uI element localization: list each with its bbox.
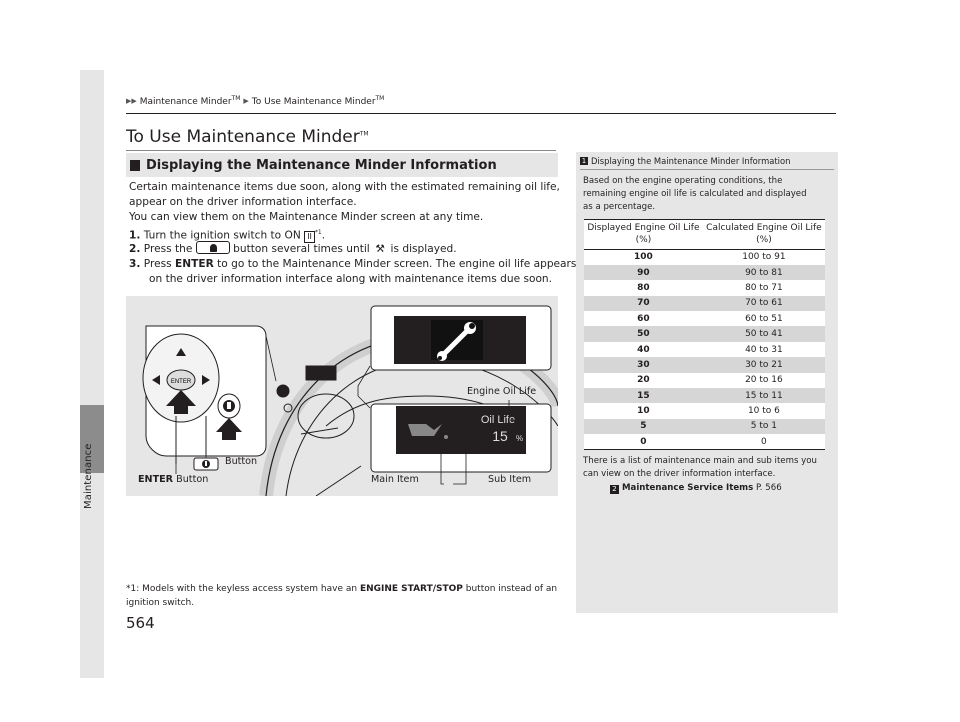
step-3-continued: on the driver information interface along with maintenance items due soon. (149, 273, 553, 285)
sidebar-note-text: can view on the driver information interface. (583, 469, 776, 479)
chevron-right-icon: ▶▶ (126, 97, 137, 105)
enter-key-text: ENTER (170, 379, 192, 385)
calculated-oil-life-cell: 80 to 71 (703, 280, 825, 295)
calculated-oil-life-cell: 5 to 1 (703, 419, 825, 434)
displayed-oil-life-cell: 20 (584, 373, 703, 388)
calculated-oil-life-cell: 70 to 61 (703, 296, 825, 311)
displayed-oil-life-cell: 15 (584, 388, 703, 403)
breadcrumb (126, 95, 384, 107)
sidebar-note-heading: 1 Displaying the Maintenance Minder Information (581, 156, 791, 166)
table-row (584, 388, 825, 403)
displayed-oil-life-cell: 5 (584, 419, 703, 434)
sidebar-strip (80, 70, 104, 678)
wrench-icon: ⚒ (375, 243, 385, 255)
displayed-oil-life-cell: 90 (584, 265, 703, 280)
calculated-oil-life-cell: 15 to 11 (703, 388, 825, 403)
body-line: appear on the driver information interface. (129, 196, 357, 208)
displayed-oil-life-cell: 30 (584, 357, 703, 372)
header-rule (126, 113, 836, 114)
calculated-oil-life-cell: 0 (703, 434, 825, 449)
table-row (584, 326, 825, 341)
step-3: 3. Press ENTER to go to the Maintenance Minder screen. The engine oil life appears (129, 258, 577, 270)
displayed-oil-life-cell: 0 (584, 434, 703, 449)
note-number-icon: 1 (581, 157, 587, 165)
section-label: Maintenance (83, 443, 94, 509)
table-row (584, 250, 825, 265)
maintenance-codes: A 1 2 3 4 5 (461, 445, 500, 454)
oil-life-table (584, 219, 825, 450)
table-row (584, 311, 825, 326)
chevron-right-icon: ▶ (243, 97, 249, 105)
displayed-oil-life-cell: 80 (584, 280, 703, 295)
table-header-displayed: Displayed Engine Oil Life (%) (584, 220, 703, 250)
info-button-label: Button (225, 456, 258, 467)
main-item-label: Main Item (371, 474, 419, 485)
calculated-oil-life-cell: 20 to 16 (703, 373, 825, 388)
table-row (584, 280, 825, 295)
page-title: To Use Maintenance Minder™ (126, 127, 369, 147)
breadcrumb-item-to-use[interactable]: To Use Maintenance Minder™ (251, 95, 385, 107)
breadcrumb-item-maintenance-minder[interactable]: Maintenance Minder™ (139, 95, 241, 107)
control-pad-zoom (143, 326, 266, 464)
sidebar-note-text: remaining engine oil life is calculated and displayed (583, 189, 807, 199)
table-row (584, 434, 825, 449)
sidebar-note-text: Based on the engine operating conditions, the (583, 176, 783, 186)
section-heading (126, 153, 558, 177)
calculated-oil-life-cell: 30 to 21 (703, 357, 825, 372)
table-row (584, 357, 825, 372)
calculated-oil-life-cell: 60 to 51 (703, 311, 825, 326)
oil-life-unit: % (516, 434, 524, 443)
table-row (584, 419, 825, 434)
displayed-oil-life-cell: 40 (584, 342, 703, 357)
section-heading-text: Displaying the Maintenance Minder Information (146, 157, 497, 173)
displayed-oil-life-cell: 70 (584, 296, 703, 311)
displayed-oil-life-cell: 100 (584, 250, 703, 265)
oil-life-display (371, 404, 551, 472)
engine-oil-life-label: Engine Oil Life (467, 386, 537, 397)
body-line: Certain maintenance items due soon, along with the estimated remaining oil life, (129, 181, 560, 193)
oil-life-label: Oil Life (480, 414, 516, 426)
info-button-icon (196, 241, 230, 254)
displayed-oil-life-cell: 10 (584, 403, 703, 418)
sidebar-note-text: There is a list of maintenance main and sub items you (583, 456, 817, 466)
enter-button-label: ENTER Button (138, 474, 209, 485)
sidebar-note-rule (580, 169, 834, 170)
calculated-oil-life-cell: 40 to 31 (703, 342, 825, 357)
footnote: *1: Models with the keyless access system have an ENGINE START/STOP button instead of an ignition switch. (126, 584, 558, 608)
page-number: 564 (126, 614, 155, 632)
step-1: 1. Turn the ignition switch to ON II $^{*1}$. (129, 229, 326, 242)
square-bullet-icon (130, 160, 140, 171)
reference-arrow-icon: 2 (610, 485, 619, 494)
calculated-oil-life-cell: 10 to 6 (703, 403, 825, 418)
displayed-oil-life-cell: 50 (584, 326, 703, 341)
table-row (584, 296, 825, 311)
table-row (584, 403, 825, 418)
displayed-oil-life-cell: 60 (584, 311, 703, 326)
ignition-key-label: II (304, 231, 315, 243)
step-2: 2. Press the button several times until ⚒ is displayed. (129, 243, 457, 255)
table-row (584, 342, 825, 357)
calculated-oil-life-cell: 90 to 81 (703, 265, 825, 280)
steering-wheel-figure (126, 296, 558, 496)
oil-life-value: 15 (492, 428, 508, 444)
title-rule (126, 150, 556, 151)
table-row (584, 265, 825, 280)
sidebar-note-text: as a percentage. (583, 202, 656, 212)
wrench-display (371, 306, 551, 370)
table-header-calculated: Calculated Engine Oil Life (%) (703, 220, 825, 250)
calculated-oil-life-cell: 100 to 91 (703, 250, 825, 265)
cross-reference-link[interactable]: 2 Maintenance Service Items P. 566 (610, 482, 782, 495)
calculated-oil-life-cell: 50 to 41 (703, 326, 825, 341)
table-row (584, 373, 825, 388)
body-line: You can view them on the Maintenance Minder screen at any time. (129, 211, 484, 223)
sub-item-label: Sub Item (488, 474, 532, 485)
